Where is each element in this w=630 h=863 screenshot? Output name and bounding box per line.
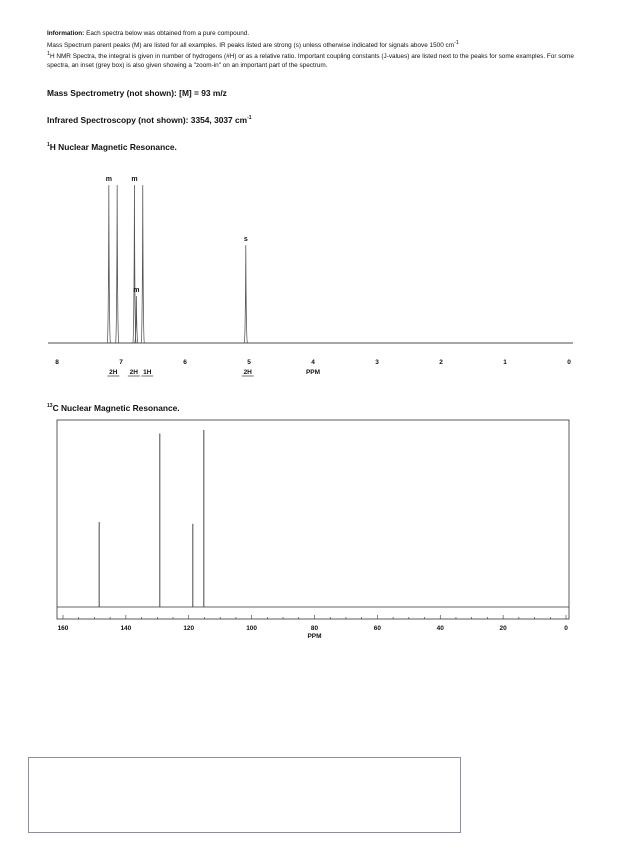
h-nmr-sup: 1 <box>47 142 50 149</box>
info-line-3-text: H NMR Spectra, the integral is given in number of hydrogens (#H) or as a relative ratio. Important coupling constants (J-values) are listed next to the peaks for some examples. For some spectra, an inset (grey box) is also given showing a "zoom-in" on an important part of the spectrum. <box>47 53 574 70</box>
answer-box[interactable] <box>28 757 461 833</box>
c-nmr-tick-label: 20 <box>499 625 507 632</box>
info-line-1-text: Each spectra below was obtained from a pure compound. <box>86 30 250 37</box>
h-nmr-tick-label: 2 <box>439 359 443 366</box>
c-nmr-frame <box>57 420 569 619</box>
info-line-3-sup: 1 <box>47 51 50 58</box>
h-nmr-multiplicity-label: m <box>105 176 112 184</box>
h-nmr-multiplicity-label: m <box>133 287 140 294</box>
mass-spec-text: Mass Spectrometry (not shown): [M] = 93 m/z <box>47 88 227 98</box>
c-nmr-tick-label: 60 <box>373 625 381 632</box>
ir-text: Infrared Spectroscopy (not shown): 3354, 3037 cm <box>47 115 248 125</box>
h-nmr-tick-label: 4 <box>311 359 315 366</box>
h-nmr-tick-label: 3 <box>375 359 379 366</box>
c-nmr-tick-label: 160 <box>57 625 69 632</box>
h-nmr-multiplicity-label: s <box>243 236 248 244</box>
h-nmr-tick-label: 0 <box>567 359 571 366</box>
h-nmr-integral-label: 2H <box>243 369 252 376</box>
c-nmr-sup: 13 <box>47 403 53 410</box>
c-nmr-tick-label: 0 <box>564 625 568 632</box>
h-nmr-integral-label: 1H <box>143 369 152 376</box>
h-nmr-tick-label: 7 <box>119 359 123 366</box>
h-nmr-tick-label: 8 <box>55 359 59 366</box>
c-nmr-tick-label: 100 <box>246 625 258 632</box>
h-nmr-tick-label: 5 <box>247 359 251 366</box>
h-nmr-tick-label: 1 <box>503 359 507 366</box>
info-label: Information: <box>47 30 85 37</box>
h-nmr-multiplicity-label: m <box>131 176 138 184</box>
c-nmr-tick-label: 140 <box>120 625 132 632</box>
h-nmr-heading-text: H Nuclear Magnetic Resonance. <box>49 142 177 152</box>
c-nmr-x-axis-label: PPM <box>307 633 322 640</box>
h-nmr-x-axis-label: PPM <box>305 369 321 376</box>
h-nmr-integral-label: 2H <box>109 369 118 376</box>
info-line-2-text: Mass Spectrum parent peaks (M) are listed for all examples. IR peaks listed are strong (s) unless otherwise indicated for signals above 1500 cm <box>47 41 455 49</box>
c-nmr-tick-label: 40 <box>436 625 444 632</box>
h-nmr-tick-label: 6 <box>183 359 187 366</box>
h-nmr-integral-label: 2H <box>129 369 138 376</box>
ir-sup: -1 <box>247 115 252 122</box>
c-nmr-heading-text: C Nuclear Magnetic Resonance. <box>52 403 180 413</box>
c-nmr-tick-label: 80 <box>310 625 319 632</box>
c-nmr-tick-label: 120 <box>183 625 195 632</box>
info-line-2-sup: -1 <box>454 39 459 46</box>
